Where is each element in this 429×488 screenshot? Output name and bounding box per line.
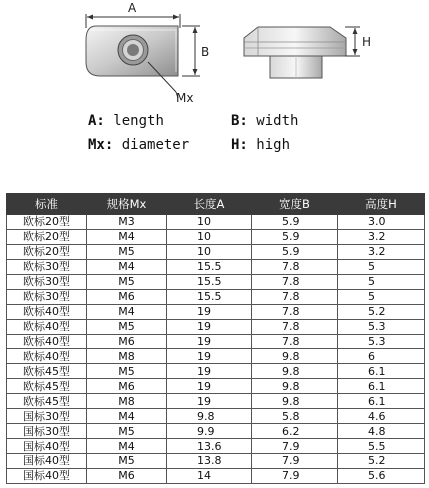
cell-standard: 欧标45型 [7,394,87,409]
cell-spec: M5 [87,454,167,469]
table-row [7,215,425,230]
cell-standard: 国标30型 [7,424,87,439]
t-nut-top-view [86,26,178,76]
legend-width-key: B: [231,113,248,129]
cell-height: 5 [338,289,425,304]
table-row [7,424,425,439]
header-length: 长度A [167,194,252,215]
legend-diameter-key: Mx: [88,137,114,153]
header-width: 宽度B [252,194,338,215]
t-nut-side-view [244,27,346,78]
cell-length: 9.8 [167,409,252,424]
cell-standard: 欧标40型 [7,304,87,319]
cell-length: 15.5 [167,259,252,274]
cell-width: 6.2 [252,424,338,439]
table-row [7,244,425,259]
cell-height: 3.0 [338,215,425,230]
header-height: 高度H [338,194,425,215]
cell-spec: M4 [87,439,167,454]
cell-standard: 欧标45型 [7,364,87,379]
cell-width: 9.8 [252,364,338,379]
cell-standard: 国标30型 [7,409,87,424]
cell-height: 5 [338,274,425,289]
cell-height: 5.3 [338,319,425,334]
cell-spec: M3 [87,215,167,230]
cell-standard: 欧标20型 [7,215,87,230]
cell-spec: M8 [87,394,167,409]
cell-standard: 国标40型 [7,468,87,483]
dimension-figure [0,0,429,160]
cell-spec: M4 [87,259,167,274]
table-header-row [7,194,425,215]
table-row [7,229,425,244]
height-dimension [345,27,360,56]
cell-length: 15.5 [167,274,252,289]
cell-width: 7.9 [252,454,338,469]
legend-height-key: H: [231,137,248,153]
length-label: A [128,1,137,15]
cell-height: 5.5 [338,439,425,454]
cell-width: 7.8 [252,289,338,304]
table-row [7,409,425,424]
legend-length-key: A: [88,113,105,129]
table-row [7,289,425,304]
cell-length: 13.8 [167,454,252,469]
legend-width-text: width [256,113,299,129]
table-row [7,379,425,394]
cell-standard: 欧标40型 [7,319,87,334]
cell-spec: M5 [87,274,167,289]
cell-spec: M4 [87,409,167,424]
cell-height: 3.2 [338,244,425,259]
cell-width: 5.9 [252,244,338,259]
cell-standard: 欧标40型 [7,334,87,349]
cell-length: 15.5 [167,289,252,304]
cell-height: 5.6 [338,468,425,483]
cell-height: 4.8 [338,424,425,439]
cell-height: 5.2 [338,304,425,319]
cell-spec: M5 [87,319,167,334]
t-nut-drawing [0,0,429,160]
cell-spec: M6 [87,468,167,483]
cell-length: 9.9 [167,424,252,439]
table-row [7,364,425,379]
cell-height: 3.2 [338,229,425,244]
legend-length-text: length [113,113,164,129]
table-row [7,304,425,319]
cell-standard: 欧标20型 [7,229,87,244]
cell-height: 6.1 [338,379,425,394]
cell-standard: 欧标30型 [7,259,87,274]
table-row [7,394,425,409]
cell-width: 7.9 [252,468,338,483]
cell-height: 5.2 [338,454,425,469]
cell-height: 6.1 [338,394,425,409]
table-row [7,334,425,349]
cell-height: 6.1 [338,364,425,379]
cell-width: 7.8 [252,334,338,349]
table-row [7,439,425,454]
cell-width: 9.8 [252,349,338,364]
cell-length: 19 [167,334,252,349]
legend-diameter [88,137,189,153]
cell-height: 5 [338,259,425,274]
cell-length: 10 [167,215,252,230]
cell-height: 5.3 [338,334,425,349]
cell-width: 9.8 [252,394,338,409]
legend-height [231,137,290,153]
cell-standard: 欧标45型 [7,379,87,394]
cell-standard: 欧标20型 [7,244,87,259]
table-row [7,274,425,289]
cell-length: 10 [167,244,252,259]
cell-spec: M6 [87,289,167,304]
width-label: B [201,45,210,59]
legend-width [231,113,298,129]
cell-length: 19 [167,394,252,409]
table-body [7,215,425,484]
width-dimension [182,26,200,76]
cell-spec: M5 [87,244,167,259]
cell-width: 9.8 [252,379,338,394]
header-standard: 标准 [7,194,87,215]
cell-spec: M6 [87,334,167,349]
cell-width: 7.9 [252,439,338,454]
cell-spec: M4 [87,229,167,244]
header-spec: 规格Mx [87,194,167,215]
legend-diameter-text: diameter [121,137,190,153]
cell-length: 19 [167,304,252,319]
table-row [7,259,425,274]
legend-height-text: high [256,137,291,153]
cell-width: 7.8 [252,319,338,334]
cell-standard: 欧标30型 [7,289,87,304]
cell-standard: 国标40型 [7,454,87,469]
cell-height: 6 [338,349,425,364]
table-row [7,319,425,334]
cell-spec: M5 [87,424,167,439]
cell-width: 7.8 [252,274,338,289]
cell-length: 19 [167,364,252,379]
cell-standard: 欧标40型 [7,349,87,364]
table-row [7,468,425,483]
cell-spec: M4 [87,304,167,319]
cell-length: 13.6 [167,439,252,454]
spec-table [6,193,425,484]
height-label: H [362,35,372,49]
cell-length: 14 [167,468,252,483]
cell-length: 19 [167,319,252,334]
legend-length [88,113,164,129]
cell-width: 5.9 [252,215,338,230]
cell-spec: M6 [87,379,167,394]
cell-spec: M5 [87,364,167,379]
table-row [7,454,425,469]
cell-length: 19 [167,349,252,364]
cell-width: 7.8 [252,304,338,319]
cell-length: 10 [167,229,252,244]
cell-width: 5.9 [252,229,338,244]
cell-standard: 国标40型 [7,439,87,454]
cell-spec: M8 [87,349,167,364]
cell-standard: 欧标30型 [7,274,87,289]
cell-width: 5.8 [252,409,338,424]
diameter-label: Mx [176,91,194,105]
cell-length: 19 [167,379,252,394]
cell-width: 7.8 [252,259,338,274]
cell-height: 4.6 [338,409,425,424]
table-row [7,349,425,364]
